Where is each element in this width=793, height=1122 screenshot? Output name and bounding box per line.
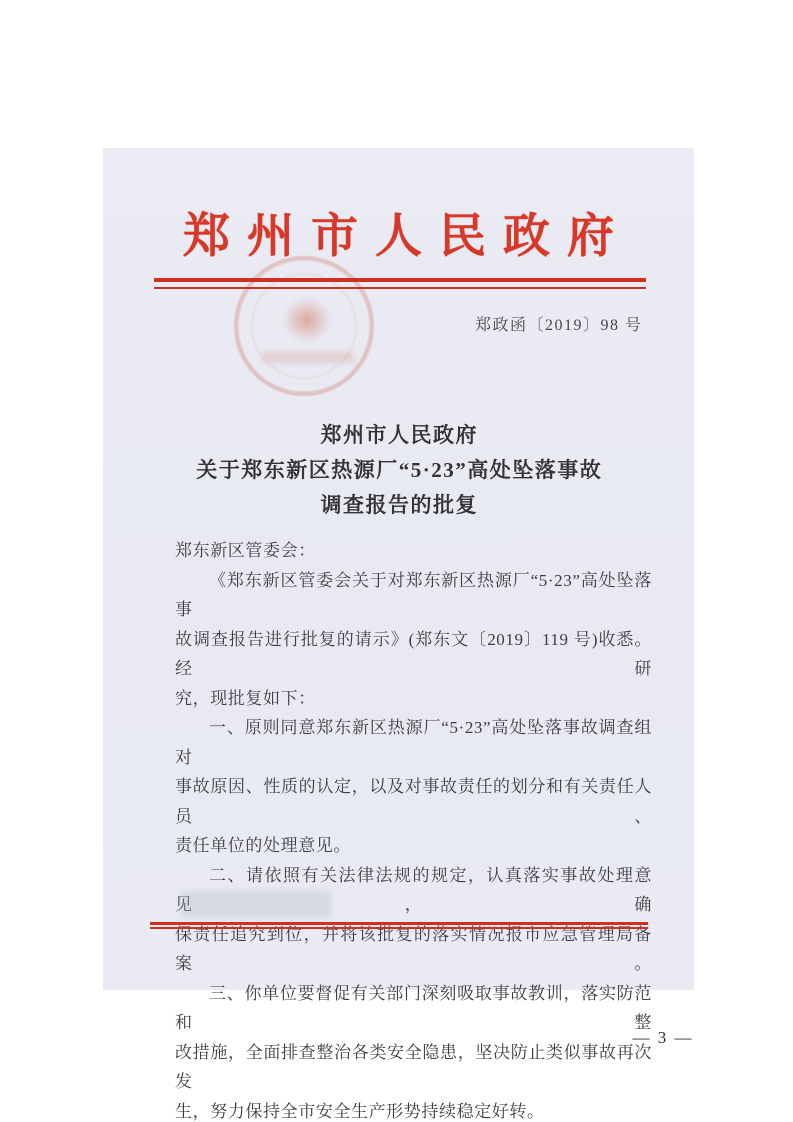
page-number: — 3 — [632, 1028, 694, 1047]
salutation-line: 郑东新区管委会： [175, 541, 316, 560]
body-line: 究，现批复如下： [175, 688, 316, 708]
national-emblem-icon [280, 295, 334, 345]
document-title-line-1: 郑州市人民政府 [320, 423, 478, 447]
body-line: 《郑东新区管委会关于对郑东新区热源厂“5·23”高处坠落事 [175, 570, 652, 619]
document-title [103, 418, 694, 523]
body-line: 一、原则同意郑东新区热源厂“5·23”高处坠落事故调查组对 [175, 718, 652, 767]
letterhead-org-name: 郑州市人民政府 [183, 211, 631, 263]
document-reference-number: 郑政函〔2019〕98 号 [475, 317, 643, 334]
seal-text-smudge [262, 352, 354, 363]
government-seal-stamp [234, 256, 374, 396]
document-title-line-3: 调查报告的批复 [320, 493, 478, 517]
letterhead-divider-line [154, 278, 646, 289]
body-line: 改措施，全面排查整治各类安全隐患，坚决防止类似事故再次发 [175, 1042, 652, 1091]
footer-divider-line [150, 922, 648, 929]
body-line: 故调查报告进行批复的请示》(郑东文〔2019〕119 号)收悉。经研 [175, 629, 652, 678]
body-line: 事故原因、性质的认定，以及对事故责任的划分和有关责任人员、 [175, 777, 652, 826]
body-line: 保责任追究到位，并将该批复的落实情况报市应急管理局备案。 [175, 924, 652, 973]
document-title-line-2: 关于郑东新区热源厂“5·23”高处坠落事故 [196, 458, 603, 482]
body-line: 责任单位的处理意见。 [175, 836, 351, 855]
body-line: 二、请依照有关法律法规的规定，认真落实事故处理意见，确 [175, 865, 652, 914]
body-line: 三、你单位要督促有关部门深刻吸取事故教训，落实防范和整 [175, 983, 652, 1032]
document-paper [103, 148, 694, 1121]
scan-smudge-artifact [181, 891, 331, 918]
document-body [175, 536, 652, 1122]
body-line: 生，努力保持全市安全生产形势持续稳定好转。 [175, 1101, 545, 1121]
